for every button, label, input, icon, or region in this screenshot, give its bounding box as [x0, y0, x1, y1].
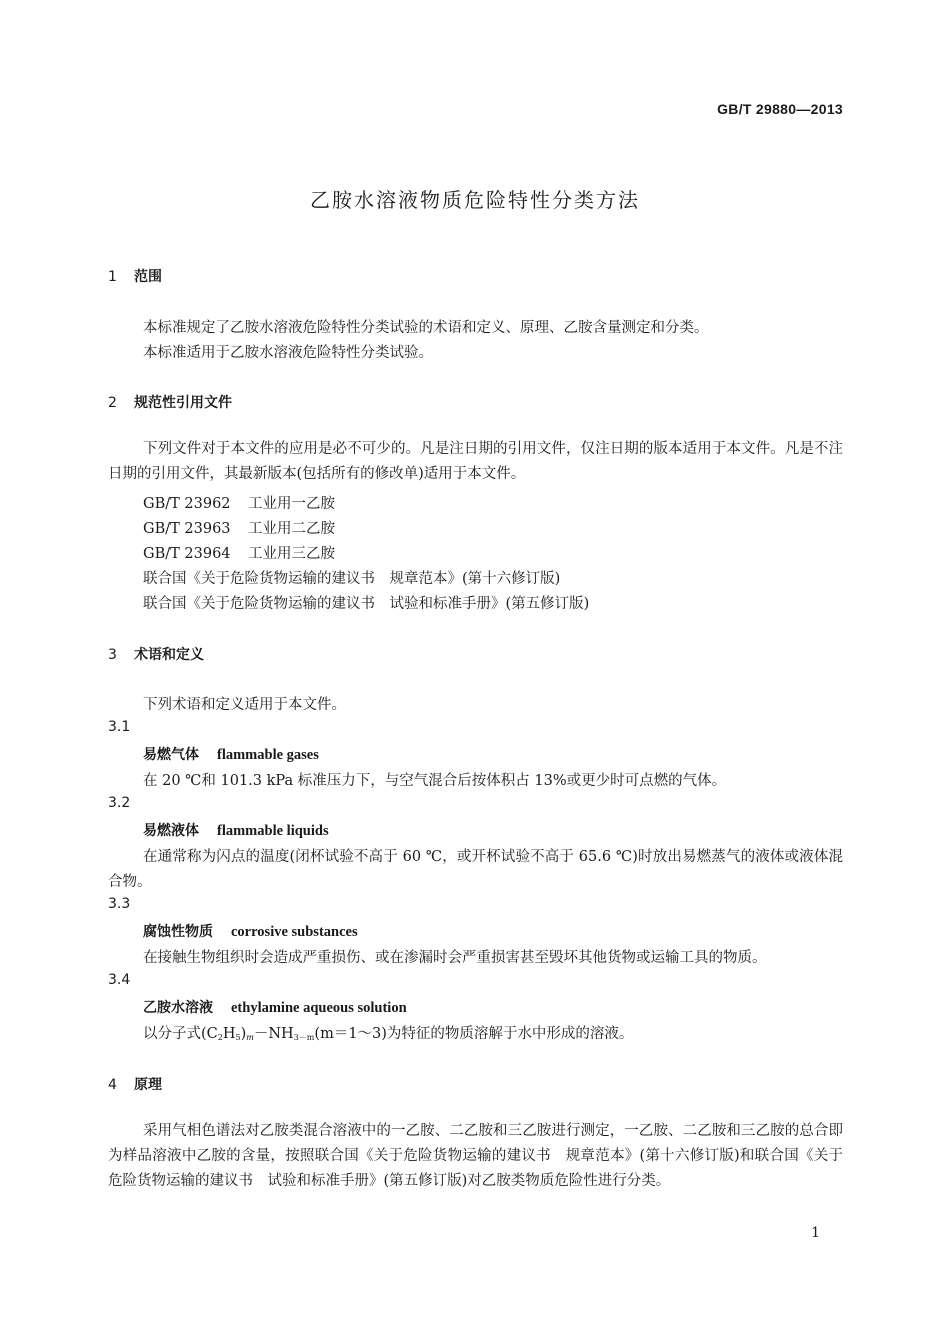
- term-heading: [143, 820, 329, 840]
- section-number: 1: [108, 269, 117, 285]
- reference-item: [143, 492, 335, 513]
- paragraph: 本标准规定了乙胺水溶液危险特性分类试验的术语和定义、原理、乙胺含量测定和分类。: [143, 320, 709, 336]
- reference-code: GB/T 23964: [143, 546, 231, 562]
- document-title: 乙胺水溶液物质危险特性分类方法: [310, 188, 640, 212]
- term-definition: 在接触生物组织时会造成严重损伤、或在渗漏时会严重损害甚至毁坏其他货物或运输工具的物质。: [143, 950, 767, 966]
- section-title: 规范性引用文件: [134, 395, 232, 411]
- reference-item: [143, 517, 335, 538]
- reference-title: 工业用一乙胺: [248, 496, 335, 512]
- paragraph: 本标准适用于乙胺水溶液危险特性分类试验。: [143, 345, 433, 361]
- term-number: 3.2: [108, 795, 131, 811]
- section-number: 4: [108, 1077, 117, 1093]
- formula-part: H: [222, 1026, 236, 1042]
- term-definition: [143, 1022, 633, 1043]
- term-number: 3.1: [108, 719, 131, 735]
- term-zh: 易燃气体: [143, 747, 199, 763]
- formula-part: (m＝1～3)为特征的物质溶解于水中形成的溶液。: [314, 1026, 634, 1042]
- term-zh: 腐蚀性物质: [143, 924, 213, 940]
- section-2-heading: [108, 392, 232, 412]
- reference-code: GB/T 23963: [143, 521, 231, 537]
- section-4-heading: [108, 1074, 162, 1094]
- term-heading: [143, 997, 407, 1017]
- reference-item: [143, 542, 335, 563]
- formula-subscript: 3－m: [293, 1033, 315, 1042]
- section-3-heading: [108, 644, 204, 664]
- term-zh: 乙胺水溶液: [143, 1000, 213, 1016]
- formula-part: ): [240, 1026, 247, 1042]
- page-number: 1: [811, 1225, 820, 1241]
- paragraph: 采用气相色谱法对乙胺类混合溶液中的一乙胺、二乙胺和三乙胺进行测定，一乙胺、二乙胺和三乙胺的总合即为样品溶液中乙胺的含量，按照联合国《关于危险货物运输的建议书 规章范本》(第十六修订版)和联合国《关于危险货物运输的建议书 试验和标准手册》(第五修订版)对乙胺类物质危险性进行分类。: [108, 1123, 843, 1189]
- section-title: 术语和定义: [134, 647, 204, 663]
- term-en: flammable liquids: [217, 823, 329, 839]
- section-title: 范围: [134, 269, 162, 285]
- term-heading: [143, 921, 358, 941]
- un-reference-item: 联合国《关于危险货物运输的建议书 试验和标准手册》(第五修订版): [143, 596, 590, 612]
- term-definition: 在通常称为闪点的温度(闭杯试验不高于 60 ℃，或开杯试验不高于 65.6 ℃)时放出易燃蒸气的液体或液体混合物。: [108, 849, 843, 890]
- term-en: flammable gases: [217, 747, 319, 763]
- term-en: ethylamine aqueous solution: [231, 1000, 407, 1016]
- standard-code: GB/T 29880—2013: [717, 101, 843, 117]
- reference-title: 工业用三乙胺: [248, 546, 335, 562]
- formula-subscript: m: [246, 1033, 254, 1042]
- term-heading: [143, 744, 319, 764]
- section-number: 3: [108, 647, 117, 663]
- paragraph: 下列文件对于本文件的应用是必不可少的。凡是注日期的引用文件，仅注日期的版本适用于本文件。凡是不注日期的引用文件，其最新版本(包括所有的修改单)适用于本文件。: [108, 441, 843, 482]
- term-definition: 在 20 ℃和 101.3 kPa 标准压力下，与空气混合后按体积占 13%或更少时可点燃的气体。: [143, 773, 727, 789]
- paragraph: 下列术语和定义适用于本文件。: [143, 697, 346, 713]
- section-1-heading: [108, 266, 162, 286]
- term-en: corrosive substances: [231, 924, 358, 940]
- formula-subscript: 5: [235, 1033, 241, 1042]
- term-number: 3.3: [108, 896, 131, 912]
- term-zh: 易燃液体: [143, 823, 199, 839]
- term-number: 3.4: [108, 972, 131, 988]
- reference-code: GB/T 23962: [143, 496, 231, 512]
- section-number: 2: [108, 395, 117, 411]
- un-reference-item: 联合国《关于危险货物运输的建议书 规章范本》(第十六修订版): [143, 571, 561, 587]
- formula-part: 以分子式(C: [143, 1026, 218, 1042]
- formula-subscript: 2: [217, 1033, 223, 1042]
- section-title: 原理: [134, 1077, 162, 1093]
- formula-part: －NH: [253, 1026, 294, 1042]
- reference-title: 工业用二乙胺: [248, 521, 335, 537]
